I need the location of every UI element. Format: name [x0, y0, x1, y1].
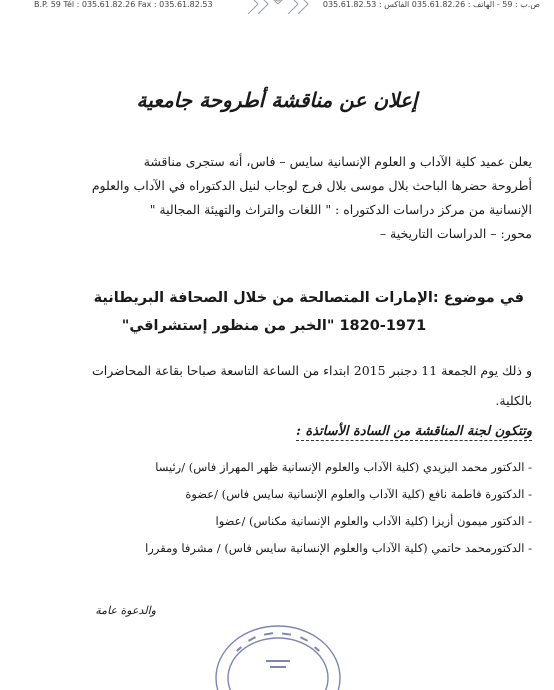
committee-list: [20, 454, 532, 562]
defense-date: [20, 356, 532, 416]
intro-line: يعلن عميد كلية الآداب و العلوم الإنسانية سايس – فاس، أنه ستجرى مناقشة: [143, 154, 532, 169]
intro-line: محور: – الدراسات التاريخية –: [379, 226, 532, 241]
public-invitation: والدعوة عامة: [95, 604, 156, 617]
header-contact-arabic: ص.ب : 59 - الهاتف : 035.61.82.26 الفاكس : 035.61.82.53: [322, 0, 540, 9]
committee-member: - الدكتور محمد اليزيدي (كلية الآداب والعلوم الإنسانية ظهر المهراز فاس) /رئيسا: [155, 460, 532, 474]
committee-member: - الدكتور ميمون أزيزا (كلية الآداب والعلوم الإنسانية مكناس) /عضوا: [215, 514, 532, 528]
intro-line: الإنسانية من مركز دراسات الدكتوراه : " اللغات والتراث والتهيئة المجالية ": [149, 202, 532, 217]
date-line: بالكلية.: [495, 393, 532, 408]
official-stamp: [208, 600, 348, 690]
header-contact-latin: B.P. 59 Tél : 035.61.82.26 Fax : 035.61.82.53: [34, 0, 213, 9]
committee-member: - الدكتورة فاطمة نافع (كلية الآداب والعلوم الإنسانية سايس فاس) /عضوة: [185, 487, 532, 501]
university-logo-fragment: [238, 0, 318, 14]
thesis-subject: [24, 284, 524, 340]
intro-line: أطروحة حضرها الباحث بلال موسى بلال فرج لوجاب لنيل الدكتوراه في الآداب والعلوم: [91, 178, 532, 193]
subject-line: 1820-1971 "الخبر من منظور إستشراقي": [121, 318, 427, 334]
announcement-intro: [20, 150, 532, 246]
date-line: و ذلك يوم الجمعة 11 دجنبر 2015 ابتداء من الساعة التاسعة صباحا بقاعة المحاضرات: [91, 363, 532, 378]
subject-line: في موضوع :الإمارات المتصالحة من خلال الصحافة البريطانية: [93, 290, 524, 306]
committee-member: - الدكتورمحمد حاتمي (كلية الآداب والعلوم الإنسانية سايس فاس) / مشرفا ومقررا: [145, 541, 532, 555]
committee-heading: وتتكون لجنة المناقشة من السادة الأساتذة :: [296, 424, 532, 439]
announcement-title: إعلان عن مناقشة أطروحة جامعية: [136, 88, 418, 112]
